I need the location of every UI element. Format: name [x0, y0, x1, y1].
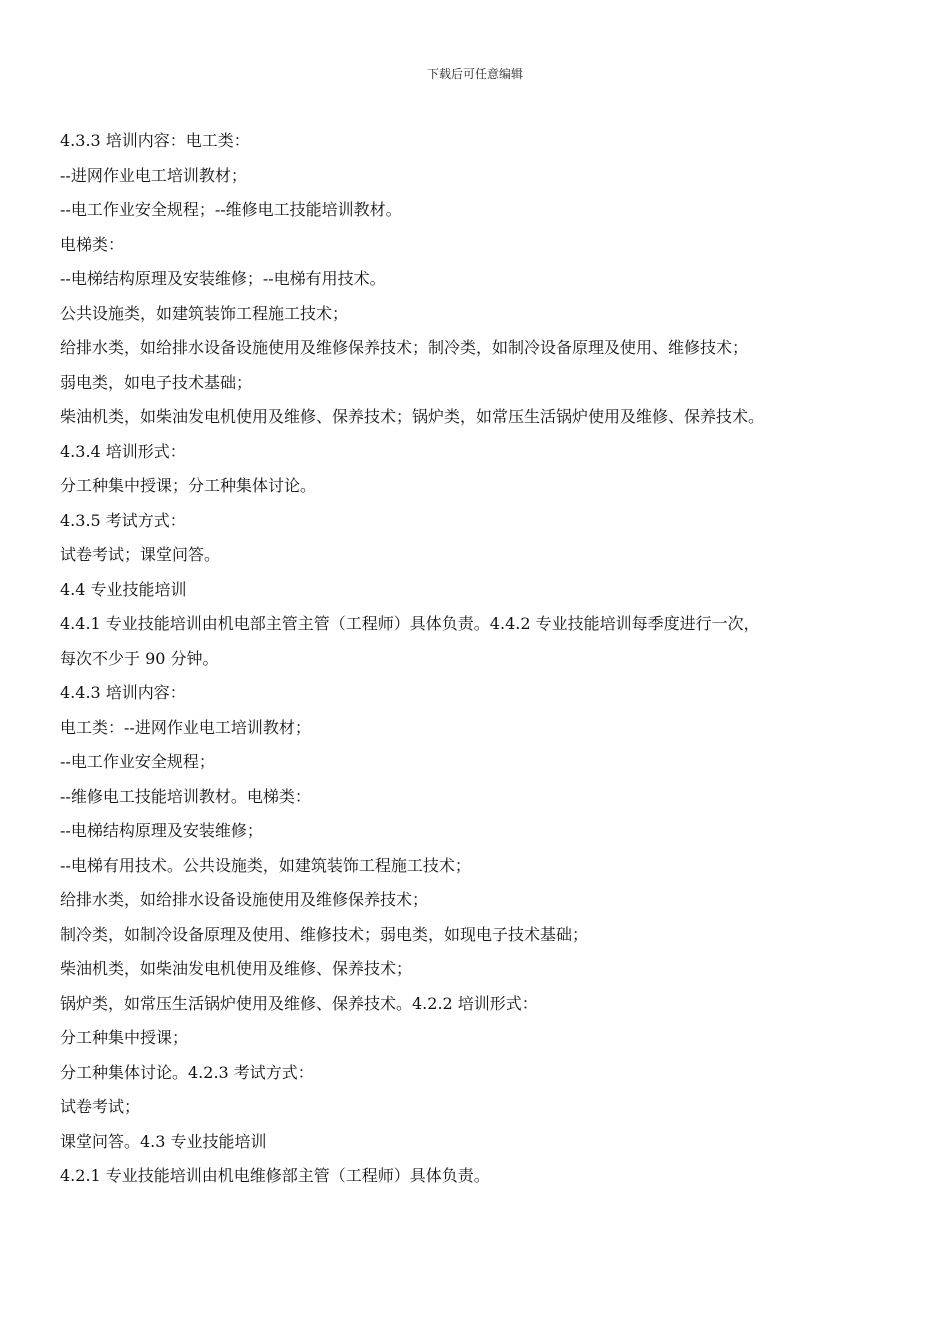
text-line: --电梯有用技术。公共设施类，如建筑装饰工程施工技术； — [60, 855, 471, 875]
text-line: --进网作业电工培训教材； — [60, 165, 247, 185]
text-line: 给排水类，如给排水设备设施使用及维修保养技术；制冷类，如制冷设备原理及使用、维修技术； — [60, 338, 749, 357]
section-heading: 4.4 专业技能培训 — [60, 579, 187, 599]
text-line: 4.4.1 专业技能培训由机电部主管主管（工程师）具体负责。4.4.2 专业技能培训每季度进行一次， — [60, 614, 760, 633]
text-line: 电梯类： — [60, 234, 125, 254]
text-line: 弱电类，如电子技术基础； — [60, 372, 253, 392]
text-line: 试卷考试；课堂问答。 — [60, 545, 221, 564]
page-header: 下载后可任意编辑 — [426, 67, 523, 81]
text-line: 试卷考试； — [60, 1097, 141, 1116]
text-line: --电梯结构原理及安装维修； — [60, 821, 263, 840]
text-line: 每次不少于 90 分钟。 — [60, 648, 219, 668]
document-body — [60, 124, 900, 1194]
text-line: 给排水类，如给排水设备设施使用及维修保养技术； — [60, 890, 429, 909]
text-line: 公共设施类，如建筑装饰工程施工技术； — [60, 303, 349, 323]
text-line: --电梯结构原理及安装维修；--电梯有用技术。 — [60, 269, 386, 288]
section-heading: 4.3.4 培训形式： — [60, 441, 186, 461]
text-line: 课堂问答。4.3 专业技能培训 — [60, 1131, 267, 1151]
text-line: --电工作业安全规程；--维修电工技能培训教材。 — [60, 200, 402, 219]
section-heading: 4.3.5 考试方式： — [60, 510, 186, 530]
text-line: 4.3.3 培训内容：电工类： — [60, 131, 250, 150]
text-line: --维修电工技能培训教材。电梯类： — [60, 786, 311, 806]
text-line: 分工种集中授课；分工种集体讨论。 — [60, 476, 317, 495]
section-heading: 4.4.3 培训内容： — [60, 683, 186, 702]
text-line: 柴油机类，如柴油发电机使用及维修、保养技术；锅炉类，如常压生活锅炉使用及维修、保养技术。 — [60, 407, 765, 426]
text-line: 制冷类，如制冷设备原理及使用、维修技术；弱电类，如现电子技术基础； — [60, 924, 589, 944]
text-line: 4.2.1 专业技能培训由机电维修部主管（工程师）具体负责。 — [60, 1166, 490, 1185]
text-line: 电工类：--进网作业电工培训教材； — [60, 717, 311, 737]
text-line: 锅炉类，如常压生活锅炉使用及维修、保养技术。4.2.2 培训形式： — [60, 993, 538, 1013]
text-line: 分工种集体讨论。4.2.3 考试方式： — [60, 1062, 314, 1082]
text-line: 分工种集中授课； — [60, 1028, 189, 1047]
text-line: 柴油机类，如柴油发电机使用及维修、保养技术； — [60, 959, 413, 978]
text-line: --电工作业安全规程； — [60, 752, 215, 771]
